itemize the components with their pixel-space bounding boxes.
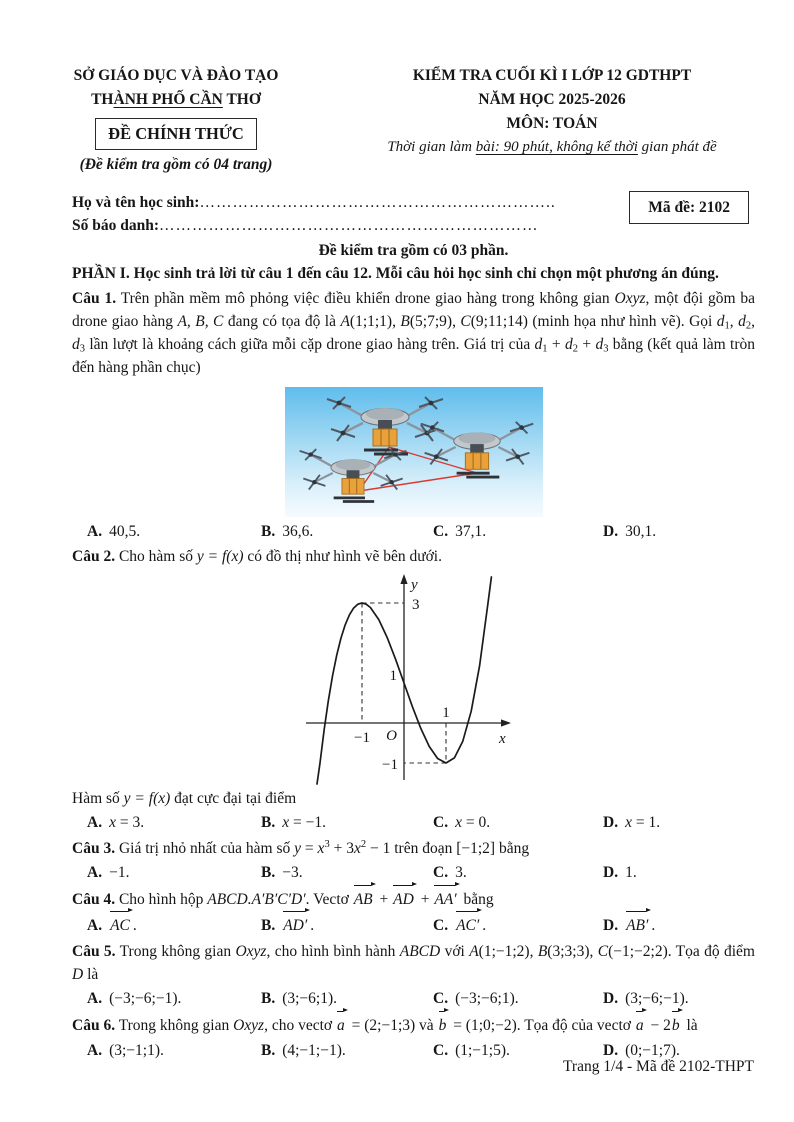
school-year: NĂM HỌC 2025-2026 bbox=[478, 91, 626, 109]
origin-label: O bbox=[386, 728, 397, 745]
option-b: B. 36,6. bbox=[261, 522, 314, 540]
question-4-label: Câu 4. bbox=[72, 891, 116, 909]
question-1 bbox=[72, 287, 755, 380]
exam-title: KIỂM TRA CUỐI KÌ I LỚP 12 GDTHPT bbox=[412, 67, 692, 84]
option-b: B. −3. bbox=[261, 863, 303, 881]
option-a: A. AC . bbox=[87, 912, 261, 937]
option-c: C. x = 0. bbox=[433, 814, 491, 832]
y-axis-arrow bbox=[400, 574, 407, 584]
option-c: C. (−3;−6;1). bbox=[433, 990, 519, 1008]
x-neg-tick: −1 bbox=[354, 730, 370, 747]
drone-figure bbox=[285, 387, 543, 517]
question-5-label: Câu 5. bbox=[72, 942, 116, 960]
option-a: A. x = 3. bbox=[87, 814, 145, 832]
question-6-label: Câu 6. bbox=[72, 1017, 116, 1035]
question-2 bbox=[72, 545, 755, 568]
page-footer: Trang 1/4 - Mã đề 2102-THPT bbox=[562, 1057, 754, 1075]
page-count-note: (Đề kiểm tra gồm có 04 trang) bbox=[79, 155, 273, 173]
question-1-text: Trên phần mềm mô phỏng việc điều khiển drone giao hàng trong không gian Oxyz, một đội gồm ba drone giao hàng A, B, C đang có tọa độ là A(1;1;1), B(5;7;9), C(9;11;14) (minh họa như hình vẽ). Gọi $d_1$, $d_2$, $d_3$ lần lượt là khoảng cách giữa mỗi cặp drone giao hàng trên. Giá trị của $d_1 + d_2 + d_3$ bằng (kết quả làm tròn đến hàng phần chục) bbox=[72, 289, 756, 377]
student-name-line: Họ và tên học sinh:……………………………………………………….. bbox=[72, 193, 556, 211]
question-2-options bbox=[72, 811, 755, 834]
question-4 bbox=[72, 886, 755, 911]
question-1-options bbox=[72, 520, 755, 543]
option-d: D. 30,1. bbox=[603, 522, 657, 540]
question-3-options bbox=[72, 861, 755, 884]
department-name: SỞ GIÁO DỤC VÀ ĐÀO TẠO bbox=[73, 67, 279, 84]
function-graph bbox=[296, 571, 531, 786]
student-id-line: Số báo danh:…………………………………………………………… bbox=[72, 216, 539, 234]
question-2-label: Câu 2. bbox=[72, 547, 116, 565]
question-5-text: Trong không gian Oxyz, cho hình bình hành ABCD với A(1;−1;2), B(3;3;3), C(−1;−2;2). Tọa độ điểm D là bbox=[72, 942, 755, 983]
x-pos-tick: 1 bbox=[442, 705, 450, 722]
parts-note: Đề kiểm tra gồm có 03 phần. bbox=[318, 242, 509, 260]
y-axis-label: y bbox=[411, 577, 418, 594]
header-right bbox=[351, 64, 753, 177]
x-axis-arrow bbox=[501, 720, 511, 727]
name-dotted-line: ……………………………………………………….. bbox=[199, 193, 556, 211]
question-2-stem: Hàm số y = f(x) đạt cực đại tại điểm bbox=[72, 790, 297, 808]
question-3-label: Câu 3. bbox=[72, 839, 116, 857]
y-intercept-tick: 1 bbox=[389, 668, 397, 685]
subject: MÔN: TOÁN bbox=[506, 115, 598, 133]
student-info bbox=[72, 191, 755, 238]
option-a: A. 40,5. bbox=[87, 522, 141, 540]
option-a: A. −1. bbox=[87, 863, 130, 881]
question-5-options bbox=[72, 987, 755, 1010]
question-3-text: Giá trị nhỏ nhất của hàm số $y = x^3 + 3x^2 - 1$ trên đoạn [−1;2] bằng bbox=[118, 838, 530, 857]
option-b: B. (4;−1;−1). bbox=[261, 1041, 346, 1059]
part1-heading: PHẦN I. Học sinh trả lời từ câu 1 đến câu 12. Mỗi câu hỏi học sinh chỉ chọn một phương án đúng. bbox=[72, 265, 719, 283]
option-a: A. (−3;−6;−1). bbox=[87, 990, 182, 1008]
option-d: D. x = 1. bbox=[603, 814, 661, 832]
student-fields bbox=[72, 191, 619, 238]
x-axis-label: x bbox=[499, 731, 506, 748]
option-b: B. x = −1. bbox=[261, 814, 326, 832]
y-min-tick: −1 bbox=[382, 757, 398, 774]
option-c: C. (1;−1;5). bbox=[433, 1041, 510, 1059]
header-left bbox=[54, 64, 298, 177]
id-dotted-line: …………………………………………………………… bbox=[159, 216, 539, 234]
question-3 bbox=[72, 837, 755, 860]
option-d: D. (0;−1;7). bbox=[603, 1041, 680, 1059]
option-b: B. AD′ . bbox=[261, 912, 433, 937]
question-4-options bbox=[72, 912, 755, 937]
official-stamp-box: ĐỀ CHÍNH THỨC bbox=[54, 112, 298, 153]
option-a: A. (3;−1;1). bbox=[87, 1041, 164, 1059]
exam-code-badge: Mã đề: 2102 bbox=[629, 191, 749, 224]
question-1-label: Câu 1. bbox=[72, 289, 117, 307]
option-d: D. AB′ . bbox=[603, 912, 755, 937]
city-name: THÀNH PHỐ CẦN THƠ bbox=[91, 91, 261, 109]
header bbox=[72, 64, 755, 177]
option-b: B. (3;−6;1). bbox=[261, 990, 338, 1008]
question-6 bbox=[72, 1012, 755, 1037]
question-4-text: Cho hình hộp ABCD.A′B′C′D′. Vectơ AB + AD + AA′ bằng bbox=[119, 891, 494, 908]
option-c: C. AC′ . bbox=[433, 912, 603, 937]
question-6-text: Trong không gian Oxyz, cho vectơ a = (2;−1;3) và b = (1;0;−2). Tọa độ của vectơ a − 2b là bbox=[119, 1017, 698, 1034]
time-limit: Thời gian làm bài: 90 phút, không kể thời gian phát đề bbox=[387, 139, 717, 156]
question-2-text: Cho hàm số y = f(x) có đồ thị như hình vẽ bên dưới. bbox=[118, 547, 442, 565]
option-d: D. 1. bbox=[603, 863, 637, 881]
option-c: C. 37,1. bbox=[433, 522, 487, 540]
option-d: D. (3;−6;−1). bbox=[603, 990, 689, 1008]
option-c: C. 3. bbox=[433, 863, 467, 881]
y-max-tick: 3 bbox=[412, 597, 420, 614]
question-5 bbox=[72, 940, 755, 987]
